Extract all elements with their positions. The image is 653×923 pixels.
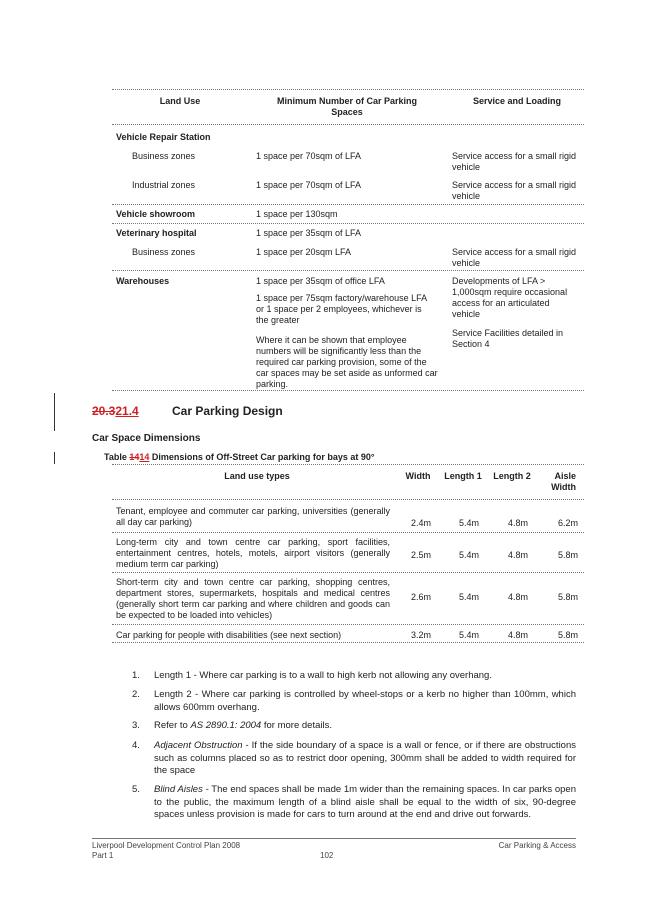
veterinary-business-service: Service access for a small rigid vehicle	[452, 247, 577, 268]
table-row-width: 2.6m	[411, 592, 432, 602]
table-row-length2: 4.8m	[508, 592, 529, 602]
table-row-width: 2.5m	[411, 550, 432, 560]
footer-left-line1: Liverpool Development Control Plan 2008	[92, 841, 241, 850]
table-row-length1: 5.4m	[459, 630, 480, 640]
row-vehicle-showroom-parking: 1 space per 130sqm	[256, 209, 338, 219]
note-5-text	[154, 784, 576, 822]
vehicle-repair-business-label: Business zones	[132, 151, 196, 161]
vehicle-repair-business-service: Service access for a small rigid vehicle	[452, 151, 577, 172]
note-5-body: - The end spaces shall be made 1m wider than the remaining spaces. In car parks open to the public, the maximum length of a blind aisle shall be equal to the width of six, 90-degree spaces unless provision is made for cars to turn around at the end and drive out forwards.	[154, 784, 576, 820]
table-row-length2: 4.8m	[508, 550, 529, 560]
dims-header-land-use: Land use types	[224, 471, 290, 481]
note-1-text: Length 1 - Where car parking is to a wall to high kerb not allowing any overhang.	[154, 670, 492, 681]
note-3-pre: Refer to	[154, 720, 191, 731]
note-3-post: for more details.	[261, 720, 332, 731]
table-caption-text: Dimensions of Off-Street Car parking for bays at 90°	[149, 452, 375, 462]
page-number: 102	[320, 851, 334, 860]
footer-rule	[92, 838, 576, 839]
vehicle-repair-industrial-parking: 1 space per 70sqm of LFA	[256, 180, 362, 190]
table-row-type: Short-term city and town centre car parking, shopping centres, department stores, supermarkets, hospitals and medical centres (generally short term car parking and where children and goods can be expected to be loaded into vehicles)	[116, 577, 390, 620]
table-row-aisle: 5.8m	[557, 592, 578, 602]
warehouses-parking-2: 1 space per 75sqm factory/warehouse LFA or 1 space per 2 employees, whichever is the greater	[256, 293, 427, 325]
warehouses-parking-1: 1 space per 35sqm of office LFA	[256, 276, 385, 286]
table-caption	[104, 452, 375, 463]
veterinary-business-parking: 1 space per 20sqm LFA	[256, 247, 352, 257]
table-row-width: 3.2m	[411, 630, 432, 640]
row-veterinary-parking: 1 space per 35sqm of LFA	[256, 228, 362, 238]
warehouses-parking-3: Where it can be shown that employee numbers will be significantly less than the required car parking provision, some of the car spaces may be set aside as unformed car parking.	[256, 335, 438, 389]
note-2-number: 2.	[132, 689, 140, 700]
section-number	[92, 404, 139, 418]
table-row-length1: 5.4m	[459, 518, 480, 528]
note-5-number: 5.	[132, 784, 140, 795]
warehouses-service-2: Service Facilities detailed in Section 4	[452, 328, 564, 349]
table-row-width: 2.4m	[411, 518, 432, 528]
table-row-length2: 4.8m	[508, 518, 529, 528]
note-4-text	[154, 740, 576, 778]
subheading: Car Space Dimensions	[92, 433, 201, 444]
dims-header-length1: Length 1	[444, 471, 482, 481]
table-caption-prefix: Table	[104, 452, 130, 462]
table-caption-num-inserted: 14	[139, 452, 150, 462]
note-2-text: Length 2 - Where car parking is controlled by wheel-stops or a kerb no higher than 100mm, which allows 600mm overhang.	[154, 689, 576, 713]
dims-header-aisle: Aisle Width	[551, 471, 576, 492]
table-row-aisle: 6.2m	[557, 518, 578, 528]
table-row-length1: 5.4m	[459, 592, 480, 602]
col-header-service: Service and Loading	[472, 96, 562, 106]
table-row-aisle: 5.8m	[557, 550, 578, 560]
footer-right: Car Parking & Access	[498, 841, 576, 850]
col-header-land-use: Land Use	[159, 96, 201, 106]
note-4-body: - If the side boundary of a space is a wall or fence, or if there are obstructions such as columns placed so as to restrict door opening, 300mm shall be added to width required for the space	[154, 740, 576, 776]
row-vehicle-showroom-label: Vehicle showroom	[116, 209, 196, 219]
vehicle-repair-industrial-service: Service access for a small rigid vehicle	[452, 180, 577, 201]
warehouses-service-1: Developments of LFA > 1,000sqm require occasional access for an articulated vehicle	[452, 276, 568, 319]
table-row-aisle: 5.8m	[557, 630, 578, 640]
note-4-term: Adjacent Obstruction	[154, 740, 243, 751]
row-heading-vehicle-repair: Vehicle Repair Station	[116, 132, 211, 142]
row-veterinary-label: Veterinary hospital	[116, 228, 197, 238]
dims-header-width: Width	[405, 471, 431, 481]
table-row-type: Car parking for people with disabilities (see next section)	[116, 630, 342, 640]
table-caption-num-deleted: 14	[129, 452, 140, 462]
table-row-length2: 4.8m	[508, 630, 529, 640]
section-number-inserted: 21.4	[115, 404, 139, 418]
col-header-min-parking: Minimum Number of Car Parking Spaces	[276, 96, 418, 117]
note-5-term: Blind Aisles	[154, 784, 203, 795]
table-row-type: Long-term city and town centre car parking, sport facilities, entertainment centres, hotels, motels, airport visitors (generally medium term car parking)	[116, 537, 390, 569]
table-row-length1: 5.4m	[459, 550, 480, 560]
change-bar	[54, 452, 55, 464]
row-warehouses-label: Warehouses	[116, 276, 170, 286]
vehicle-repair-industrial-label: Industrial zones	[132, 180, 196, 190]
veterinary-business-label: Business zones	[132, 247, 196, 257]
note-3-number: 3.	[132, 720, 140, 731]
footer-left-line2: Part 1	[92, 851, 114, 860]
change-bar	[54, 393, 55, 431]
note-4-number: 4.	[132, 740, 140, 751]
note-3-reference: AS 2890.1: 2004	[190, 720, 262, 731]
table-row-type: Tenant, employee and commuter car parking, universities (generally all day car parking)	[116, 506, 390, 527]
vehicle-repair-business-parking: 1 space per 70sqm of LFA	[256, 151, 362, 161]
note-1-number: 1.	[132, 670, 140, 681]
section-number-deleted: 20.3	[92, 404, 116, 418]
section-title: Car Parking Design	[172, 404, 283, 418]
note-3-text	[154, 720, 576, 733]
dims-header-length2: Length 2	[493, 471, 531, 481]
